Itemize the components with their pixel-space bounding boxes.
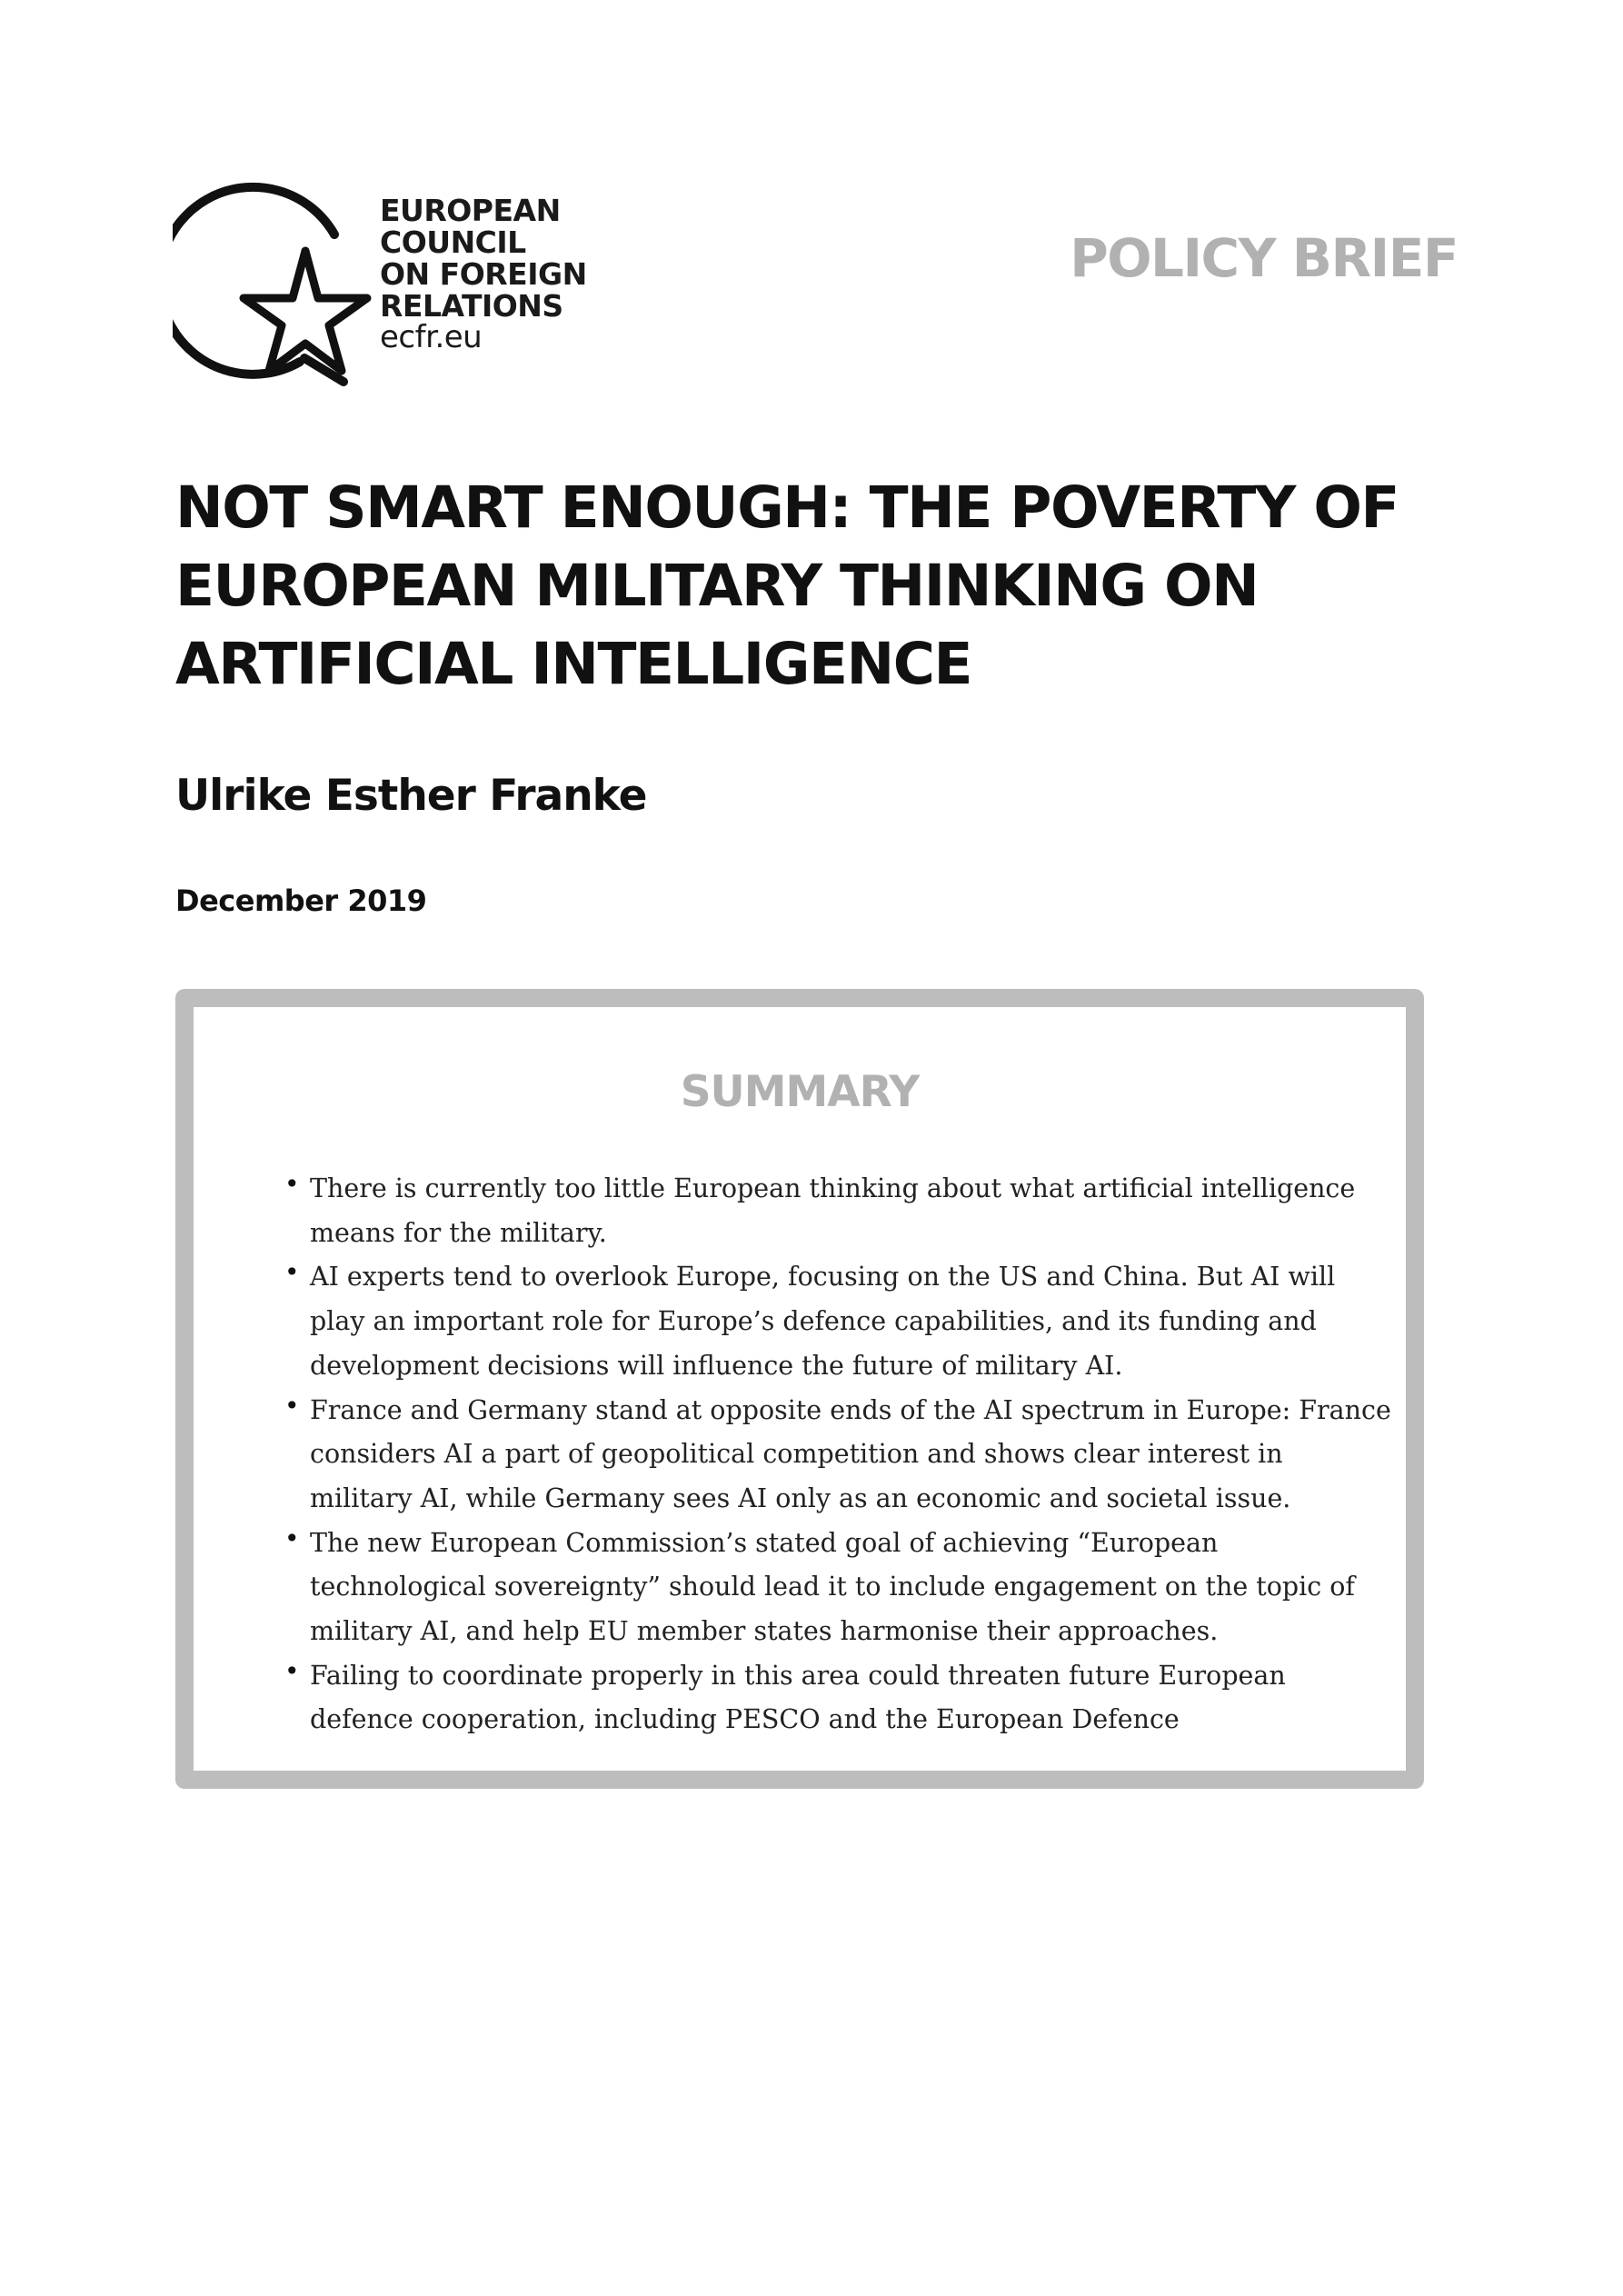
summary-item-text: France and Germany stand at opposite ends of the AI spectrum in Europe: France considers AI a part of geopolitical competition and shows clear interest in military AI, while Germany sees AI only as an economic and societal issue. xyxy=(310,1394,1391,1513)
summary-list xyxy=(284,1167,1393,1742)
document-title xyxy=(175,469,1466,704)
logo-line-3: ON FOREIGN xyxy=(380,256,587,292)
bullet-icon: • xyxy=(284,1390,300,1421)
bullet-icon: • xyxy=(284,1655,300,1686)
title-line-3: ARTIFICIAL INTELLIGENCE xyxy=(175,631,971,697)
summary-heading: SUMMARY xyxy=(680,1067,920,1117)
author-name: Ulrike Esther Franke xyxy=(175,771,647,821)
summary-item-text: Failing to coordinate properly in this area could threaten future European defence cooperation, including PESCO and the European Defence xyxy=(310,1660,1286,1735)
ecfr-circle-star-icon xyxy=(173,171,382,389)
title-line-2: EUROPEAN MILITARY THINKING ON xyxy=(175,553,1259,619)
summary-item-text: AI experts tend to overlook Europe, focusing on the US and China. But AI will play an important role for Europe’s defence capabilities, and its funding and development decisions will influence the future of military AI. xyxy=(310,1262,1336,1381)
summary-item-text: There is currently too little European thinking about what artificial intelligence means for the military. xyxy=(310,1173,1356,1248)
title-line-1: NOT SMART ENOUGH: THE POVERTY OF xyxy=(175,474,1399,541)
document-type-label: POLICY BRIEF xyxy=(1070,227,1458,289)
ecfr-logo xyxy=(173,171,609,389)
bullet-icon: • xyxy=(284,1169,300,1199)
logo-line-4: RELATIONS xyxy=(380,288,563,324)
logo-wordmark xyxy=(380,195,587,354)
summary-item xyxy=(284,1522,1393,1654)
summary-item xyxy=(284,1255,1393,1388)
publication-date: December 2019 xyxy=(175,883,427,918)
summary-item xyxy=(284,1167,1393,1255)
logo-line-1: EUROPEAN xyxy=(380,193,561,228)
summary-item xyxy=(284,1654,1393,1742)
logo-site: ecfr.eu xyxy=(380,319,483,355)
bullet-icon: • xyxy=(284,1257,300,1288)
summary-item-text: The new European Commission’s stated goal of achieving “European technological sovereignty” should lead it to include engagement on the topic of military AI, and help EU member states harmonise their approaches. xyxy=(310,1527,1355,1647)
bullet-icon: • xyxy=(284,1522,300,1553)
summary-item xyxy=(284,1389,1393,1522)
logo-line-2: COUNCIL xyxy=(380,225,526,260)
summary-box xyxy=(175,989,1424,1789)
